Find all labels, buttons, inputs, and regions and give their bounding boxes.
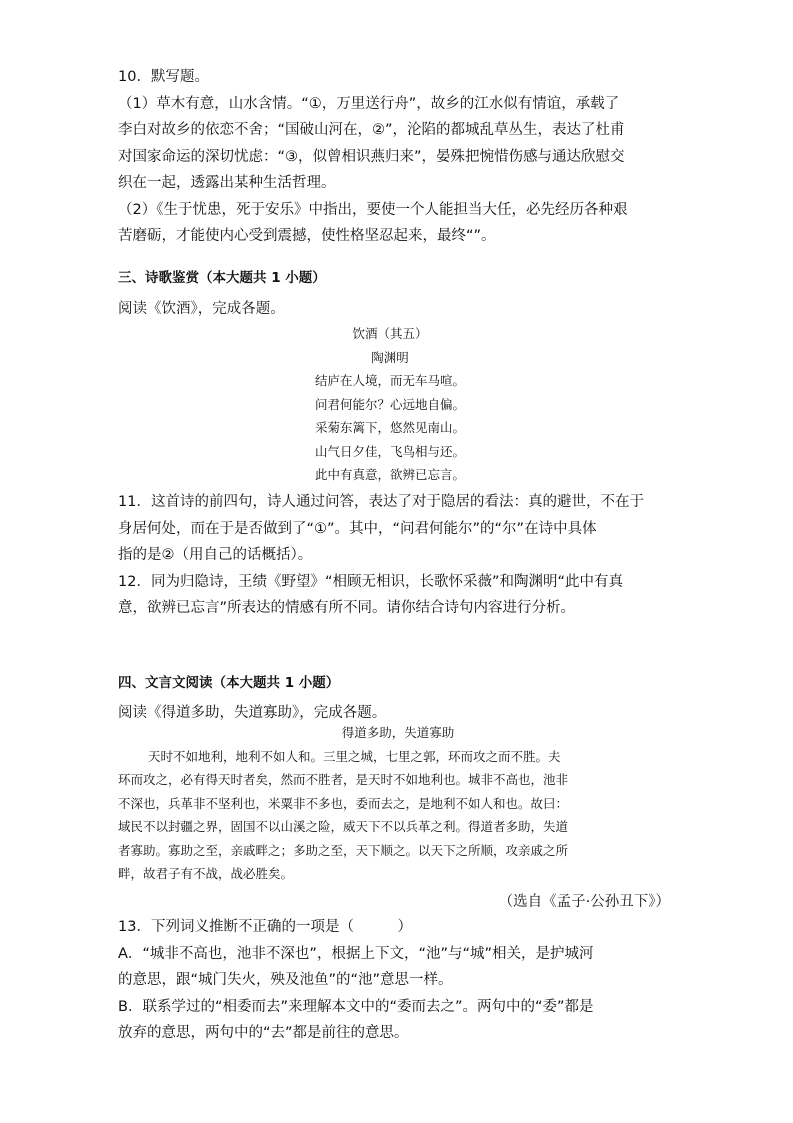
- question-10-part1-line: 织在一起，透露出某种生活哲理。: [118, 175, 336, 191]
- question-10-part2-line: （2）《生于忧患，死于安乐》中指出，要使一个人能担当大任，必先经历各种艰: [118, 201, 628, 218]
- section-4-heading: 四、文言文阅读（本大题共 1 小题）: [118, 675, 340, 691]
- poem-title: 饮酒（其五）: [352, 326, 428, 341]
- question-13: [118, 914, 678, 1047]
- poem-author: 陶渊明: [371, 349, 409, 365]
- question-11-line: 身居何处，而在于是否做到了“①”。其中，“问君何能尔”的“尔”在诗中具体: [118, 520, 597, 537]
- classical-text-line: 天时不如地利，地利不如人和。三里之城，七里之郭，环而攻之而不胜。夫: [148, 748, 561, 764]
- question-10-part1-line: 对国家命运的深切忧虑：“③，似曾相识燕归来”，晏殊把惋惜伤感与通达欣慰交: [118, 148, 625, 165]
- classical-text-title: 得道多助，失道寡助: [341, 725, 455, 740]
- section-3-intro: [118, 296, 678, 323]
- question-10-part2-line: 苦磨砺，才能使内心受到震撼，使性格坚忍起来，最终“”。: [118, 228, 496, 244]
- section-4-intro-text: 阅读《得道多助，失道寡助》，完成各题。: [118, 705, 387, 721]
- question-10-part1-line: （1）草木有意，山水含情。“①，万里送行舟”，故乡的江水似有情谊，承载了: [118, 95, 620, 112]
- classical-text-line: 者寡助。寡助之至，亲戚畔之；多助之至，天下顺之。以天下之所顺，攻亲戚之所: [118, 842, 569, 858]
- question-10-part1-line: 李白对故乡的依恋不舍；“国破山河在，②”，沦陷的都城乱草丛生，表达了杜甫: [118, 122, 625, 138]
- option-b-line: B．联系学过的“相委而去”来理解本文中的“委而去之”。两句中的“委”都是: [118, 998, 594, 1015]
- question-10-title: 10．默写题。: [118, 69, 209, 85]
- section-3-heading: 三、诗歌鉴赏（本大题共 1 小题）: [118, 270, 326, 286]
- poem-block: [200, 322, 580, 487]
- classical-text: [118, 721, 678, 886]
- question-10: [118, 64, 678, 250]
- classical-text-line: 畔，故君子有不战，战必胜矣。: [118, 866, 294, 881]
- question-12-line: 12．同为归隐诗，王绩《野望》“相顾无相识，长歌怀采薇”和陶渊明“此中有真: [118, 573, 623, 590]
- question-13-stem: 13．下列词义推断不正确的一项是（ ）: [118, 919, 412, 935]
- question-12-line: 意，欲辨已忘言”所表达的情感有所不同。请你结合诗句内容进行分析。: [118, 600, 576, 616]
- question-11-line: 指的是②（用自己的话概括）。: [118, 547, 313, 563]
- question-11-12: [118, 489, 678, 622]
- section-3-intro-text: 阅读《饮酒》，完成各题。: [118, 301, 285, 317]
- poem-line: 此中有真意，欲辨已忘言。: [314, 467, 465, 482]
- poem-line: 采菊东篱下，悠然见南山。: [314, 420, 465, 435]
- question-11-line: 11．这首诗的前四句，诗人通过问答，表达了对于隐居的看法：真的避世，不在于: [118, 494, 644, 510]
- source-citation: （选自《孟子·公孙丑下》）: [498, 894, 670, 910]
- poem-line: 结庐在人境，而无车马喧。: [314, 373, 465, 388]
- option-a-line: A．“城非不高也，池非不深也”，根据上下文，“池”与“城”相关，是护城河: [118, 945, 594, 962]
- poem-line: 问君何能尔？心远地自偏。: [314, 396, 465, 412]
- option-b-line: 放弃的意思，两句中的“去”都是前往的意思。: [118, 1025, 409, 1041]
- classical-text-line: 不深也，兵革非不坚利也，米粟非不多也，委而去之，是地利不如人和也。故曰：: [118, 795, 569, 811]
- classical-text-line: 环而攻之，必有得天时者矣，然而不胜者，是天时不如地利也。城非不高也，池非: [118, 772, 569, 787]
- option-a-line: 的意思，跟“城门失火，殃及池鱼”的“池”意思一样。: [118, 972, 453, 988]
- poem-line: 山气日夕佳，飞鸟相与还。: [314, 443, 465, 459]
- classical-text-line: 域民不以封疆之界，固国不以山溪之险，威天下不以兵革之利。得道者多助，失道: [118, 819, 569, 834]
